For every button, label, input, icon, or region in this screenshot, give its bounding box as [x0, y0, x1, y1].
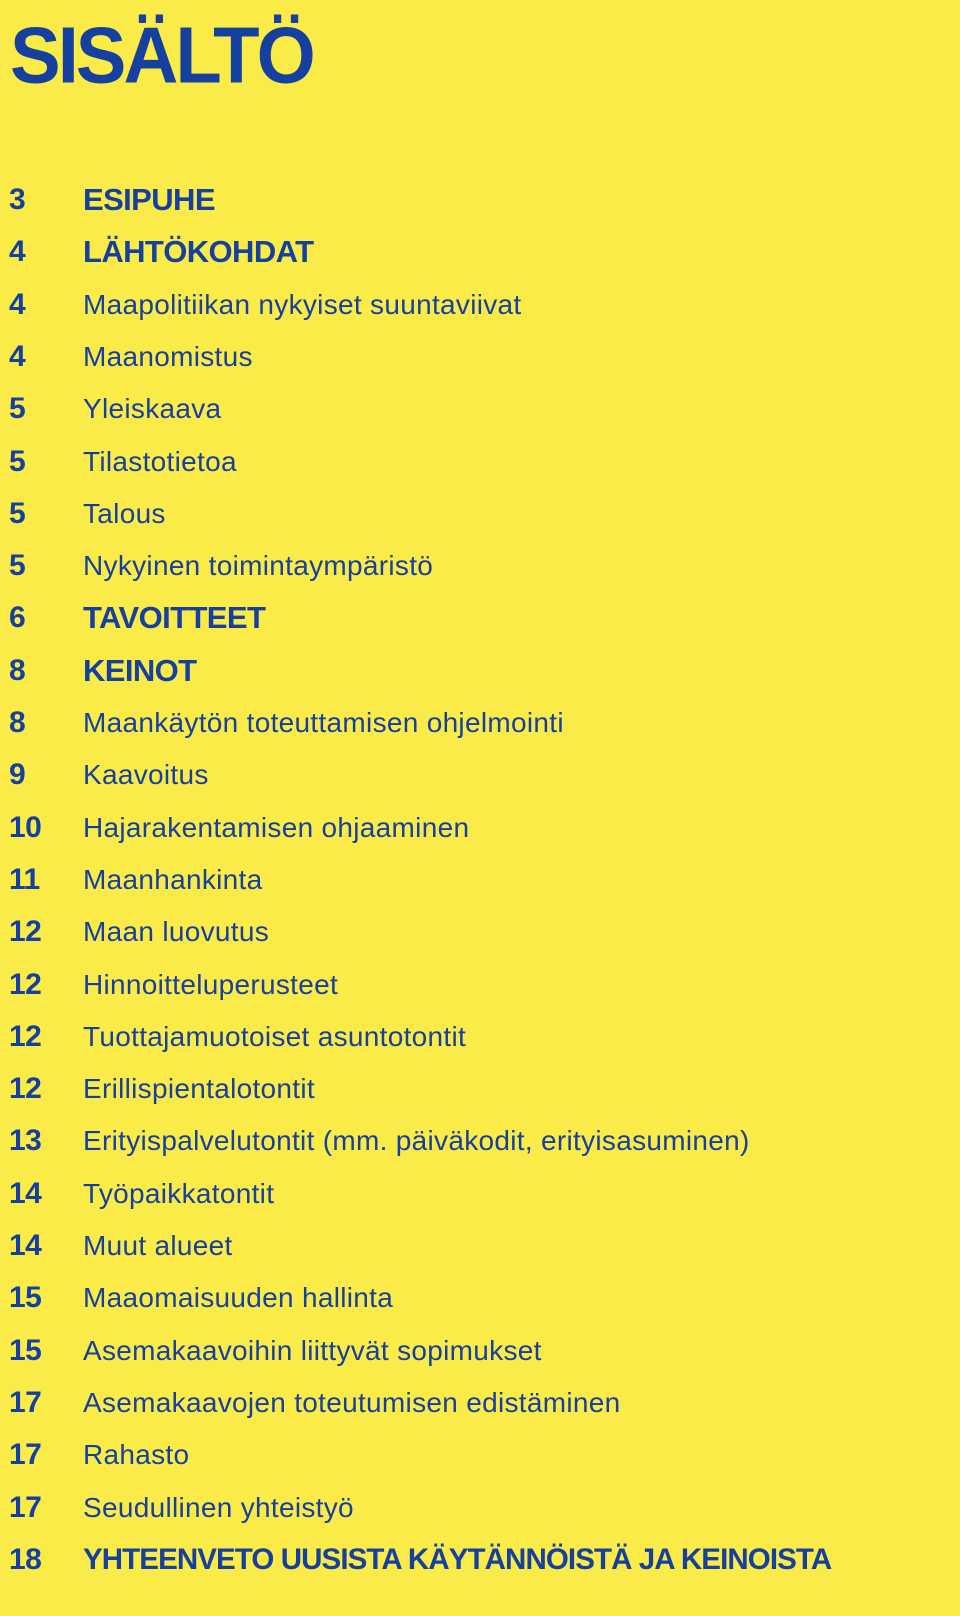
- toc-entry: [0, 1383, 960, 1423]
- toc-subsection-label: Yleiskaava: [83, 393, 222, 425]
- toc-entry: [0, 389, 960, 429]
- toc-subsection-label: Muut alueet: [83, 1230, 233, 1261]
- toc-entry: [0, 546, 960, 586]
- toc-subsection-label: Talous: [83, 497, 166, 529]
- toc-section-heading: ESIPUHE: [83, 182, 215, 217]
- toc-page-number: 4: [9, 235, 26, 269]
- toc-entry: [0, 808, 960, 848]
- toc-page-number: 10: [9, 810, 42, 844]
- toc-entry: [0, 285, 960, 325]
- toc-subsection-label: Maankäytön toteuttamisen ohjelmointi: [83, 707, 564, 738]
- toc-subsection-label: Erillispientalotontit: [83, 1073, 315, 1105]
- toc-subsection-label: Tilastotietoa: [83, 445, 237, 477]
- toc-entry: [0, 232, 960, 272]
- toc-subsection-label: Nykyinen toimintaympäristö: [83, 550, 434, 582]
- toc-page-number: 12: [9, 967, 42, 1001]
- page-title: SISÄLTÖ: [10, 11, 313, 101]
- toc-entry: [0, 1540, 960, 1580]
- toc-page-number: 17: [9, 1490, 42, 1524]
- toc-entry: [0, 442, 960, 482]
- toc-subsection-label: Maapolitiikan nykyiset suuntaviivat: [83, 288, 522, 320]
- toc-entry: [0, 1435, 960, 1475]
- toc-entry: [0, 494, 960, 534]
- toc-page-number: 4: [9, 339, 26, 373]
- toc-page-number: 8: [9, 653, 26, 687]
- toc-page-number: 5: [9, 549, 26, 583]
- toc-page-number: 17: [9, 1438, 42, 1472]
- toc-entry: [0, 1069, 960, 1109]
- toc-entry: [0, 1174, 960, 1214]
- toc-page-number: 15: [9, 1333, 42, 1367]
- toc-subsection-label: Maaomaisuuden hallinta: [83, 1282, 394, 1314]
- toc-page-number: 17: [9, 1385, 42, 1419]
- toc-page-number: 9: [9, 758, 26, 792]
- toc-page-number: 5: [9, 392, 26, 426]
- toc-page-number: 5: [9, 496, 26, 530]
- toc-page-number: 5: [9, 444, 26, 478]
- toc-page-number: 6: [9, 601, 26, 635]
- toc-subsection-label: Maanomistus: [83, 340, 253, 372]
- toc-section-heading: LÄHTÖKOHDAT: [83, 234, 314, 270]
- toc-subsection-label: Työpaikkatontit: [83, 1177, 275, 1209]
- toc-page-number: 12: [9, 1072, 42, 1106]
- toc-entry: [0, 755, 960, 795]
- toc-page-number: 12: [9, 915, 42, 949]
- toc-page-number: 18: [9, 1542, 42, 1576]
- toc-page-number: 14: [9, 1229, 42, 1262]
- toc-subsection-label: Maan luovutus: [83, 916, 270, 948]
- toc-page-number: 12: [9, 1019, 42, 1053]
- toc-page-number: 8: [9, 706, 26, 739]
- toc-page-number: 15: [9, 1281, 42, 1315]
- toc-page-number: 11: [9, 862, 40, 896]
- toc-subsection-label: Seudullinen yhteistyö: [83, 1491, 354, 1523]
- toc-entry: [0, 337, 960, 377]
- toc-entry: [0, 703, 960, 743]
- toc-section-heading: YHTEENVETO UUSISTA KÄYTÄNNÖISTÄ JA KEINOISTA: [83, 1542, 832, 1576]
- toc-entry: [0, 1017, 960, 1057]
- toc-subsection-label: Kaavoitus: [83, 759, 209, 791]
- toc-page-number: 14: [9, 1176, 42, 1210]
- toc-entry: [0, 1226, 960, 1266]
- toc-entry: [0, 1331, 960, 1371]
- toc-subsection-label: Erityispalvelutontit (mm. päiväkodit, erityisasuminen): [83, 1125, 750, 1157]
- toc-entry: [0, 1278, 960, 1318]
- toc-entry: [0, 912, 960, 952]
- toc-subsection-label: Tuottajamuotoiset asuntotontit: [83, 1020, 467, 1052]
- toc-entry: [0, 1121, 960, 1161]
- toc-subsection-label: Asemakaavojen toteutumisen edistäminen: [83, 1386, 621, 1418]
- toc-page-number: 4: [9, 287, 26, 321]
- toc-section-heading: TAVOITTEET: [83, 600, 266, 636]
- toc-entry: [0, 860, 960, 900]
- toc-subsection-label: Asemakaavoihin liittyvät sopimukset: [83, 1334, 542, 1366]
- toc-subsection-label: Maanhankinta: [83, 863, 263, 895]
- toc-subsection-label: Rahasto: [83, 1439, 190, 1471]
- toc-subsection-label: Hinnoitteluperusteet: [83, 968, 339, 1000]
- toc-section-heading: KEINOT: [83, 652, 197, 688]
- toc-entry: [0, 180, 960, 220]
- toc-entry: [0, 1488, 960, 1528]
- toc-page-number: 13: [9, 1124, 42, 1158]
- toc-entry: [0, 965, 960, 1005]
- toc-entry: [0, 651, 960, 691]
- toc-entry: [0, 598, 960, 638]
- toc-subsection-label: Hajarakentamisen ohjaaminen: [83, 811, 470, 843]
- toc-page-number: 3: [9, 183, 26, 216]
